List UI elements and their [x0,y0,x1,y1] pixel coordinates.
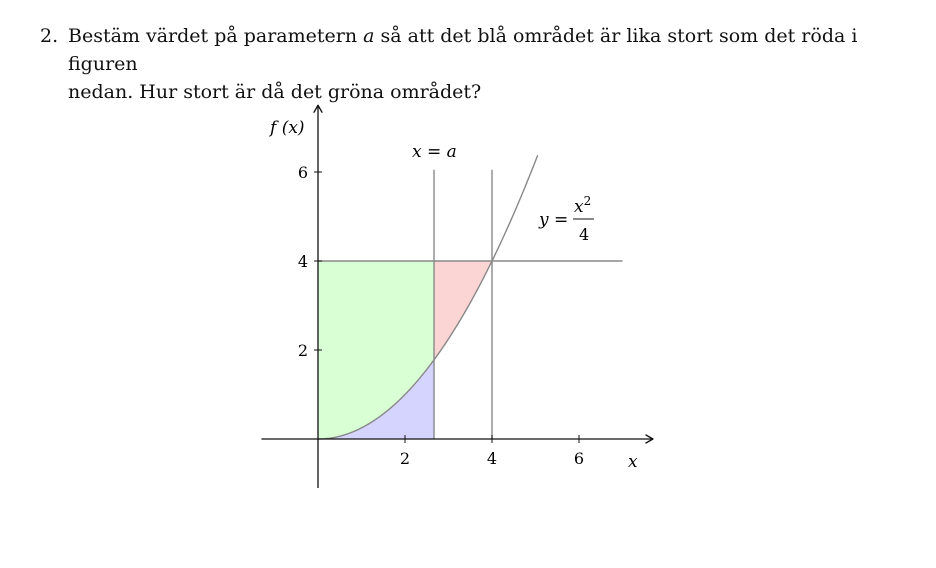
x-tick-label-2: 2 [399,449,411,468]
function-label-denominator: 4 [579,225,590,244]
red-region [434,261,492,360]
problem-line1-start: Bestäm värdet på parametern [68,25,364,47]
x-axis-label: x [628,452,638,472]
x-tick-label-6: 6 [573,449,585,468]
y-axis-label: f (x) [270,118,305,138]
problem-line2: nedan. Hur stort är då det gröna området? [68,81,482,103]
vertical-line-label: x = a [412,142,457,162]
y-tick-label-4: 4 [297,252,308,271]
problem-number: 2. [40,25,59,47]
problem-line1-end: så att det blå området är lika stort som det röda i figuren [68,25,858,75]
function-numerator-exp: 2 [583,194,592,208]
function-numerator-base: x [574,197,584,217]
x-tick-label-4: 4 [486,449,498,468]
parameter-a: a [363,25,375,47]
y-tick-label-2: 2 [297,341,308,360]
function-label-numerator [574,194,591,217]
y-tick-label-6: 6 [297,163,308,182]
function-label-lhs: y = [539,210,569,230]
